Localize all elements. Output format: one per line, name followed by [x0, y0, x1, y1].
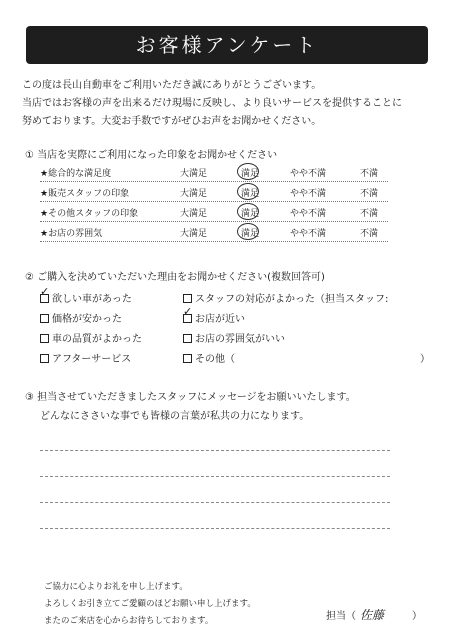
checkbox-item[interactable] [183, 350, 235, 365]
checkbox-label: お店が近い [195, 314, 245, 325]
rating-option[interactable]: やや不満 [290, 229, 327, 239]
footer-line-3: またのご来店を心からお待ちしております。 [44, 616, 214, 626]
rating-option[interactable]: 満足 [241, 189, 260, 199]
selected-circle-mark [237, 183, 259, 200]
checkbox-item[interactable] [40, 290, 132, 305]
checkbox-box[interactable] [40, 314, 49, 323]
selected-circle-mark [237, 223, 259, 240]
intro-line-2: 当店ではお客様の声を出来るだけ現場に反映し、より良いサービスを提供することに [22, 98, 402, 109]
write-line [40, 502, 390, 503]
staff-label: 担当（ [326, 611, 356, 622]
intro-line-1: この度は長山自動車をご利用いただき誠にありがとうございます。 [22, 80, 322, 91]
checkbox-box[interactable] [40, 334, 49, 343]
checkbox-item[interactable] [183, 290, 388, 305]
footer-line-2: よろしくお引き立てご愛顧のほどお願い申し上げます。 [44, 599, 256, 609]
checkbox-label: スタッフの対応がよかった（担当スタッフ: [195, 294, 389, 305]
rating-option[interactable]: 不満 [360, 229, 379, 239]
rating-row-label: ★お店の雰囲気 [40, 229, 103, 239]
rating-row-label: ★その他スタッフの印象 [40, 209, 139, 219]
rating-row-label: ★総合的な満足度 [40, 169, 112, 179]
checkbox-box[interactable] [183, 294, 192, 303]
checkbox-item[interactable] [40, 350, 131, 365]
checkbox-label: 車の品質がよかった [52, 334, 142, 345]
write-line [40, 528, 390, 529]
rating-option[interactable]: 満足 [241, 229, 260, 239]
staff-name: 佐藤 [360, 608, 385, 622]
rating-option[interactable]: 満足 [241, 209, 260, 219]
rating-option[interactable]: やや不満 [290, 189, 327, 199]
rating-option[interactable]: やや不満 [290, 209, 327, 219]
rating-option[interactable]: 不満 [360, 209, 379, 219]
rating-row-label: ★販売スタッフの印象 [40, 189, 130, 199]
q3-subtext: どんなにささいな事でも皆様の言葉が私共の力になります。 [40, 411, 310, 422]
intro-line-3: 努めております。大変お手数ですがぜひお声をお聞かせください。 [22, 116, 322, 127]
checkbox-item[interactable] [40, 330, 142, 345]
other-close-paren: ） [420, 354, 430, 365]
row-divider [40, 241, 388, 242]
checkbox-label: アフターサービス [52, 354, 132, 365]
staff-close-paren: ） [412, 611, 423, 622]
checkbox-item[interactable] [183, 330, 285, 345]
rating-option[interactable]: 大満足 [180, 229, 208, 239]
rating-option[interactable]: やや不満 [290, 169, 327, 179]
check-mark-icon: ✓ [40, 285, 50, 298]
checkbox-box[interactable] [40, 354, 49, 363]
write-line [40, 476, 390, 477]
rating-option[interactable]: 不満 [360, 189, 379, 199]
checkbox-label: 価格が安かった [52, 314, 122, 325]
checkbox-label: 欲しい車があった [52, 294, 132, 305]
rating-option[interactable]: 大満足 [180, 189, 208, 199]
checkbox-item[interactable] [40, 310, 122, 325]
message-field[interactable] [40, 432, 390, 532]
rating-option[interactable]: 不満 [360, 169, 379, 179]
checkbox-box[interactable] [183, 334, 192, 343]
checkbox-label: その他（ [195, 354, 235, 365]
q3-heading: ③ 担当させていただきましたスタッフにメッセージをお願いいたします。 [25, 392, 356, 403]
row-divider [40, 221, 388, 222]
selected-circle-mark [237, 163, 259, 180]
row-divider [40, 181, 388, 182]
selected-circle-mark [237, 203, 259, 220]
checkbox-item[interactable] [183, 310, 245, 325]
staff-signature-field[interactable] [326, 606, 422, 623]
footer-line-1: ご協力に心よりお礼を申し上げます。 [44, 582, 188, 592]
check-mark-icon: ✓ [183, 305, 193, 318]
page-title: お客様アンケート [135, 33, 319, 57]
q1-heading: ① 当店を実際にご利用になった印象をお聞かせください [25, 150, 278, 161]
checkbox-box[interactable] [183, 354, 192, 363]
rating-option[interactable]: 大満足 [180, 209, 208, 219]
rating-option[interactable]: 大満足 [180, 169, 208, 179]
row-divider [40, 201, 388, 202]
write-line [40, 450, 390, 451]
q2-heading: ② ご購入を決めていただいた理由をお聞かせください(複数回答可) [25, 272, 325, 283]
checkbox-label: お店の雰囲気がいい [195, 334, 285, 345]
rating-option[interactable]: 満足 [241, 169, 260, 179]
